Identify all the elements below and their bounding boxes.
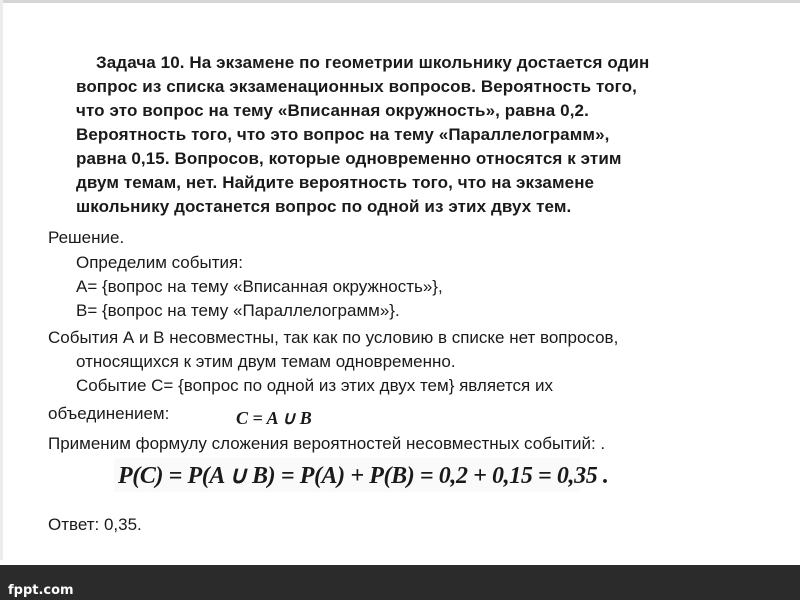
solution-label: Решение. [48,228,125,247]
task-line-5: равна 0,15. Вопросов, которые одновременно относятся к этим [76,149,622,168]
union-formula: C = A ∪ B [236,408,312,428]
incompatible-text-line-1: События А и В несовместны, так как по условию в списке нет вопросов, [48,328,619,347]
event-c-definition: Событие С= {вопрос по одной из этих двух тем} является их [76,376,553,395]
task-line-2: вопрос из списка экзаменационных вопросов. Вероятность того, [76,77,637,96]
answer-text: Ответ: 0,35. [48,515,142,534]
apply-formula-text: Применим формулу сложения вероятностей несовместных событий: . [48,434,606,453]
probability-formula: P(C) = P(A ∪ B) = P(A) + P(B) = 0,2 + 0,15 = 0,35 . [118,463,609,489]
incompatible-text-line-2: относящихся к этим двум темам одновременно. [76,352,456,371]
event-a-definition: А= {вопрос на тему «Вписанная окружность»}, [76,277,443,296]
task-line-3: что это вопрос на тему «Вписанная окружность», равна 0,2. [76,101,589,120]
task-line-6: двум темам, нет. Найдите вероятность того, что на экзамене [76,173,595,192]
task-line-1: Задача 10. На экзамене по геометрии школьнику достается один [96,53,650,72]
task-line-7: школьнику достанется вопрос по одной из этих двух тем. [76,197,572,216]
event-b-definition: В= {вопрос на тему «Параллелограмм»}. [76,301,400,320]
footer-bar [0,565,800,600]
union-label: объединением: [48,404,170,423]
task-line-4: Вероятность того, что это вопрос на тему «Параллелограмм», [76,125,610,144]
footer-logo: fppt.com [8,583,74,598]
define-events-text: Определим события: [76,253,243,272]
